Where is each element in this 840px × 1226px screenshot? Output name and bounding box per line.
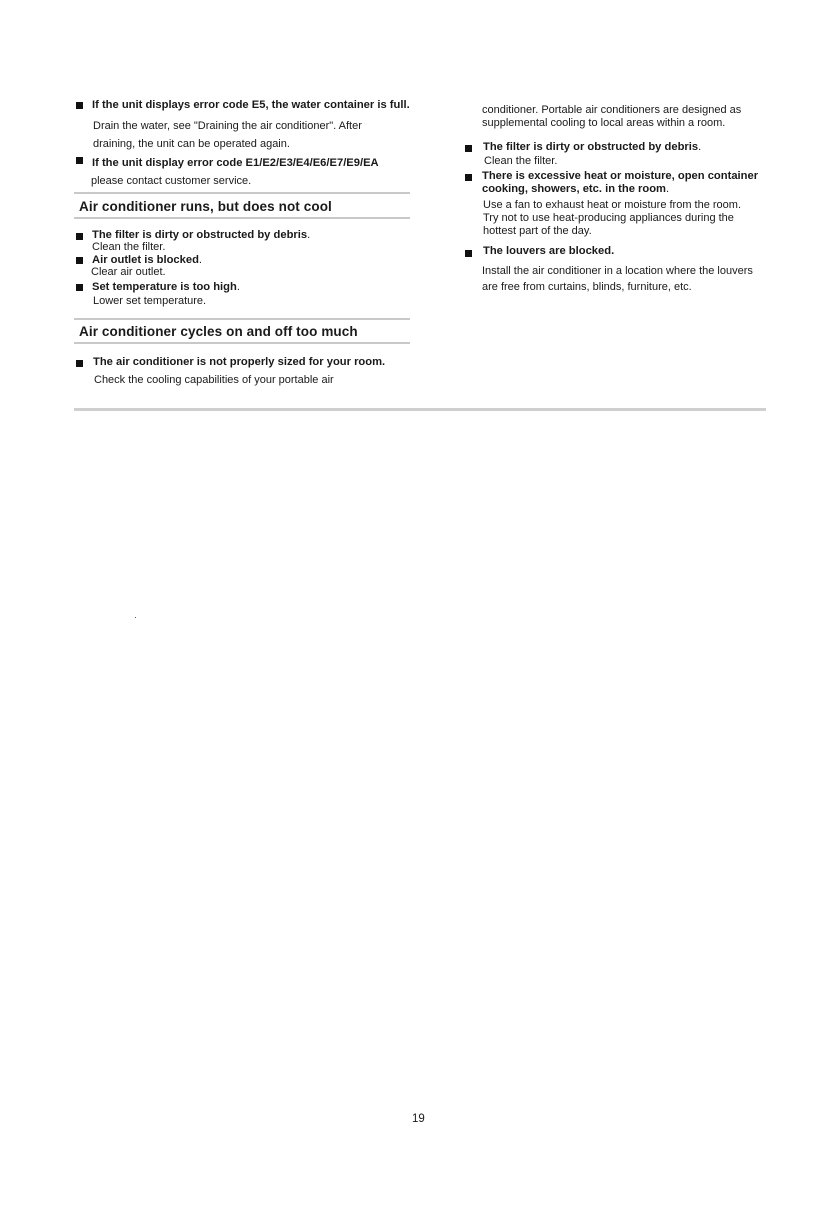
bullet-square-icon [465, 145, 472, 152]
not-cool-item2-heading: Air outlet is blocked. [92, 254, 203, 266]
bullet-square-icon [76, 157, 83, 164]
not-cool-item1-heading: The filter is dirty or obstructed by debris. [92, 229, 311, 241]
not-cool-item3-text: Lower set temperature. [93, 295, 207, 307]
error-e5-text-line1: Drain the water, see "Draining the air conditioner". After [93, 120, 362, 132]
bullet-square-icon [76, 257, 83, 264]
cycles-item-heading: The air conditioner is not properly sized for your room. [93, 356, 386, 368]
not-cool-item3-heading: Set temperature is too high. [92, 281, 240, 293]
louvers-text-line2: are free from curtains, blinds, furniture, etc. [482, 281, 692, 293]
cycles-continued-line2: supplemental cooling to local areas within a room. [482, 117, 726, 129]
right-filter-heading: The filter is dirty or obstructed by debris. [483, 141, 702, 153]
cycles-item-text: Check the cooling capabilities of your portable air [94, 374, 334, 386]
content-bottom-rule [74, 408, 766, 411]
heat-heading-line1: There is excessive heat or moisture, open container [482, 170, 759, 182]
bullet-square-icon [465, 250, 472, 257]
not-cool-item1-text: Clean the filter. [92, 241, 166, 253]
not-cool-item2-text: Clear air outlet. [91, 266, 166, 278]
heat-text-line2: Try not to use heat-producing appliances during the [483, 212, 734, 224]
section-top-rule [74, 318, 410, 320]
error-e5-text-line2: draining, the unit can be operated again. [93, 138, 290, 150]
error-other-text: please contact customer service. [91, 175, 252, 187]
cycles-continued-line1: conditioner. Portable air conditioners are designed as [482, 104, 742, 116]
bullet-square-icon [76, 102, 83, 109]
heat-heading-line2: cooking, showers, etc. in the room. [482, 183, 670, 195]
heat-text-line1: Use a fan to exhaust heat or moisture from the room. [483, 199, 742, 211]
page-number: 19 [412, 1113, 425, 1125]
error-other-heading: If the unit display error code E1/E2/E3/E4/E6/E7/E9/EA [92, 157, 379, 169]
section-bottom-rule [74, 217, 410, 219]
bullet-square-icon [76, 360, 83, 367]
right-filter-text: Clean the filter. [484, 155, 558, 167]
scan-speck [135, 617, 136, 618]
heat-text-line3: hottest part of the day. [483, 225, 592, 237]
louvers-heading: The louvers are blocked. [483, 245, 615, 257]
section-bottom-rule [74, 342, 410, 344]
section-top-rule [74, 192, 410, 194]
section-title-not-cool: Air conditioner runs, but does not cool [79, 199, 332, 214]
bullet-square-icon [465, 174, 472, 181]
section-title-cycles: Air conditioner cycles on and off too much [79, 324, 358, 339]
louvers-text-line1: Install the air conditioner in a location where the louvers [482, 265, 753, 277]
error-e5-heading: If the unit displays error code E5, the water container is full. [92, 99, 410, 111]
bullet-square-icon [76, 233, 83, 240]
bullet-square-icon [76, 284, 83, 291]
